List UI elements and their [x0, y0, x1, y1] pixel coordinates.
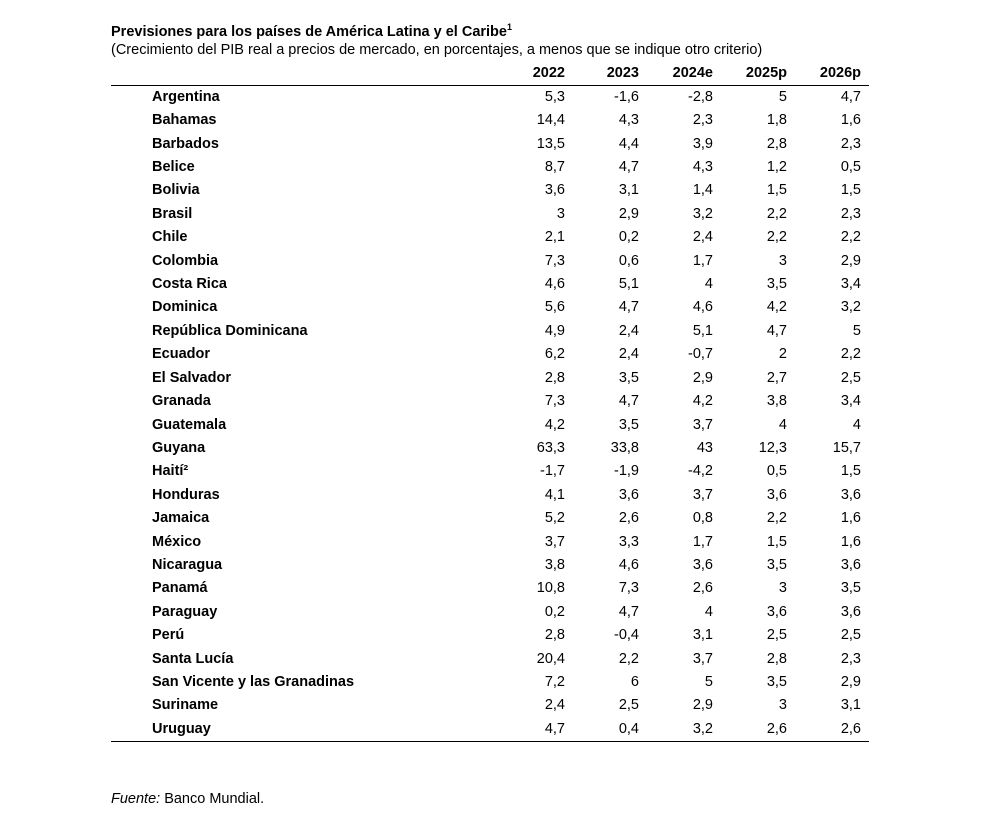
value-cell: 1,5 [766, 533, 787, 550]
value-cell: 3,6 [766, 486, 787, 503]
value-cell: 5 [704, 673, 713, 690]
country-cell: Chile [152, 229, 188, 246]
value-cell: 3,3 [618, 533, 639, 550]
value-cell: 2,8 [766, 650, 787, 667]
value-cell: 3,2 [647, 718, 721, 742]
value-cell: 4,6 [544, 276, 565, 293]
value-cell: -1,6 [614, 88, 639, 105]
value-cell: 7,3 [544, 393, 565, 410]
value-cell: 0,8 [692, 510, 713, 527]
value-cell: 0,4 [573, 718, 647, 742]
value-cell: -0,7 [688, 346, 713, 363]
value-cell: 1,5 [766, 182, 787, 199]
country-cell: Suriname [152, 697, 219, 714]
value-cell: 10,8 [536, 580, 565, 597]
table-row [111, 648, 869, 671]
value-cell: 1,5 [840, 182, 861, 199]
value-cell: 2,3 [692, 112, 713, 129]
value-cell: 4,7 [618, 299, 639, 316]
value-cell: 4 [778, 416, 787, 433]
value-cell: 0,2 [618, 229, 639, 246]
value-cell: 3,4 [840, 393, 861, 410]
value-cell: 3,1 [692, 627, 713, 644]
title-footnote-marker: 1 [506, 22, 512, 32]
value-cell: 5 [852, 322, 861, 339]
forecast-table [111, 63, 869, 742]
table-row [111, 531, 869, 554]
value-cell: 4,7 [766, 322, 787, 339]
country-cell: Colombia [152, 252, 219, 269]
value-cell: 4,7 [618, 603, 639, 620]
table-row [111, 671, 869, 694]
value-cell: 1,2 [766, 159, 787, 176]
value-cell: 4,6 [618, 556, 639, 573]
table-title: Previsiones para los países de América Latina y el Caribe$^1$ [111, 22, 512, 40]
value-cell: 5,1 [618, 276, 639, 293]
value-cell: 2,8 [544, 627, 565, 644]
value-cell: 1,7 [692, 252, 713, 269]
value-cell: 6,2 [544, 346, 565, 363]
value-cell: 2,9 [618, 205, 639, 222]
value-cell: 0,2 [544, 603, 565, 620]
table-row [111, 484, 869, 507]
value-cell: 2,2 [766, 205, 787, 222]
country-cell: Nicaragua [152, 556, 223, 573]
value-cell: 2,8 [766, 135, 787, 152]
value-cell: 4,3 [618, 112, 639, 129]
table-row [111, 554, 869, 577]
table-row [111, 694, 869, 717]
value-cell: 2,3 [840, 205, 861, 222]
country-cell: Bahamas [152, 112, 217, 129]
country-cell: Brasil [152, 205, 193, 222]
value-cell: 3,6 [840, 603, 861, 620]
value-cell: 5,1 [692, 322, 713, 339]
value-cell: 3,6 [544, 182, 565, 199]
value-cell: 4,2 [544, 416, 565, 433]
value-cell: -2,8 [688, 88, 713, 105]
country-cell: Bolivia [152, 182, 200, 199]
value-cell: 4,7 [618, 159, 639, 176]
table-row [111, 718, 869, 742]
country-cell: Paraguay [152, 603, 218, 620]
value-cell: 4 [704, 276, 713, 293]
value-cell: 2,9 [840, 673, 861, 690]
value-cell: 20,4 [536, 650, 565, 667]
table-row [111, 85, 869, 109]
value-cell: 1,4 [692, 182, 713, 199]
value-cell: 3 [778, 697, 787, 714]
table-row [111, 179, 869, 202]
table-row [111, 273, 869, 296]
value-cell: 2,9 [692, 369, 713, 386]
value-cell: 4,2 [766, 299, 787, 316]
header-country [111, 63, 499, 86]
value-cell: 3,9 [692, 135, 713, 152]
table-row [111, 624, 869, 647]
value-cell: 2,5 [766, 627, 787, 644]
header-2023: 2023 [573, 63, 647, 86]
header-2026p: 2026p [795, 63, 869, 86]
value-cell: 43 [696, 439, 713, 456]
table-row [111, 320, 869, 343]
value-cell: 4 [704, 603, 713, 620]
value-cell: 7,3 [618, 580, 639, 597]
value-cell: 7,3 [544, 252, 565, 269]
value-cell: 2,5 [840, 627, 861, 644]
value-cell: 0,6 [618, 252, 639, 269]
value-cell: 2,1 [544, 229, 565, 246]
country-cell: Costa Rica [152, 276, 227, 293]
value-cell: 2,3 [840, 135, 861, 152]
value-cell: 4,1 [544, 486, 565, 503]
value-cell: 3,6 [766, 603, 787, 620]
value-cell: 7,2 [544, 673, 565, 690]
table-row [111, 601, 869, 624]
country-cell: Guatemala [152, 416, 227, 433]
table-row [111, 226, 869, 249]
value-cell: 3,6 [692, 556, 713, 573]
value-cell: 5,2 [544, 510, 565, 527]
value-cell: 4,7 [499, 718, 573, 742]
country-cell: Haití² [152, 463, 189, 480]
value-cell: 2,4 [618, 346, 639, 363]
header-2024e: 2024e [647, 63, 721, 86]
value-cell: 3,7 [692, 416, 713, 433]
value-cell: 3,6 [840, 556, 861, 573]
value-cell: 2,2 [766, 510, 787, 527]
header-2022: 2022 [499, 63, 573, 86]
value-cell: 3,2 [840, 299, 861, 316]
value-cell: 4,3 [692, 159, 713, 176]
value-cell: 8,7 [544, 159, 565, 176]
table-row [111, 577, 869, 600]
value-cell: 2,5 [840, 369, 861, 386]
value-cell: 2,3 [840, 650, 861, 667]
value-cell: -4,2 [688, 463, 713, 480]
value-cell: 2 [778, 346, 787, 363]
value-cell: 4,6 [692, 299, 713, 316]
table-header [111, 63, 869, 86]
table-row [111, 390, 869, 413]
value-cell: -1,9 [614, 463, 639, 480]
table-row [111, 250, 869, 273]
value-cell: 3,2 [692, 205, 713, 222]
value-cell: 1,6 [840, 533, 861, 550]
forecast-table-block [111, 22, 869, 742]
value-cell: 4,9 [544, 322, 565, 339]
value-cell: 3,1 [618, 182, 639, 199]
table-row [111, 343, 869, 366]
value-cell: 1,6 [840, 510, 861, 527]
table-row [111, 414, 869, 437]
value-cell: 2,5 [618, 697, 639, 714]
value-cell: 2,2 [840, 346, 861, 363]
value-cell: 2,9 [692, 697, 713, 714]
value-cell: 2,2 [840, 229, 861, 246]
value-cell: 2,7 [766, 369, 787, 386]
value-cell: 3,7 [692, 486, 713, 503]
value-cell: 4,7 [618, 393, 639, 410]
value-cell: 1,6 [840, 112, 861, 129]
table-subtitle: (Crecimiento del PIB real a precios de mercado, en porcentajes, a menos que se indique otro criterio) [111, 41, 763, 58]
value-cell: 2,6 [721, 718, 795, 742]
table-row [111, 460, 869, 483]
value-cell: 2,6 [795, 718, 869, 742]
value-cell: 2,2 [618, 650, 639, 667]
country-cell: Honduras [152, 486, 220, 503]
value-cell: 3,7 [544, 533, 565, 550]
country-cell: Barbados [152, 135, 219, 152]
country-cell: Belice [152, 159, 195, 176]
value-cell: -1,7 [540, 463, 565, 480]
value-cell: 3,5 [766, 556, 787, 573]
value-cell: 2,4 [618, 322, 639, 339]
country-cell: Jamaica [152, 510, 210, 527]
value-cell: 2,6 [692, 580, 713, 597]
value-cell: 3,5 [766, 276, 787, 293]
value-cell: 1,5 [840, 463, 861, 480]
country-cell: México [152, 533, 202, 550]
table-row [111, 437, 869, 460]
value-cell: 2,9 [840, 252, 861, 269]
table-row [111, 367, 869, 390]
country-cell: Granada [152, 393, 211, 410]
value-cell: 4,7 [840, 88, 861, 105]
value-cell: 3,4 [840, 276, 861, 293]
table-row [111, 203, 869, 226]
value-cell: 0,5 [766, 463, 787, 480]
value-cell: 3,7 [692, 650, 713, 667]
value-cell: 3 [778, 252, 787, 269]
value-cell: 2,4 [544, 697, 565, 714]
country-cell: Guyana [152, 439, 206, 456]
value-cell: 3,1 [840, 697, 861, 714]
value-cell: 3,5 [766, 673, 787, 690]
source-text: Banco Mundial. [160, 791, 265, 807]
value-cell: 3,5 [840, 580, 861, 597]
value-cell: 3,5 [618, 416, 639, 433]
value-cell: 3,6 [618, 486, 639, 503]
table-row [111, 133, 869, 156]
value-cell: -0,4 [614, 627, 639, 644]
value-cell: 3 [556, 205, 565, 222]
country-cell: Argentina [152, 88, 220, 105]
country-cell: El Salvador [152, 369, 231, 386]
country-cell: Panamá [152, 580, 208, 597]
table-body [111, 85, 869, 741]
country-cell: Santa Lucía [152, 650, 234, 667]
table-row [111, 507, 869, 530]
country-cell: Uruguay [111, 718, 499, 742]
value-cell: 1,7 [692, 533, 713, 550]
value-cell: 2,6 [618, 510, 639, 527]
country-cell: Perú [152, 627, 185, 644]
value-cell: 2,4 [692, 229, 713, 246]
country-cell: Dominica [152, 299, 218, 316]
value-cell: 1,8 [766, 112, 787, 129]
country-cell: San Vicente y las Granadinas [152, 673, 355, 690]
header-2025p: 2025p [721, 63, 795, 86]
value-cell: 3,8 [544, 556, 565, 573]
value-cell: 63,3 [536, 439, 565, 456]
value-cell: 5 [778, 88, 787, 105]
value-cell: 4,2 [692, 393, 713, 410]
value-cell: 3 [778, 580, 787, 597]
value-cell: 3,8 [766, 393, 787, 410]
source-note [111, 791, 264, 807]
value-cell: 15,7 [832, 439, 861, 456]
country-cell: República Dominicana [152, 322, 308, 339]
table-row [111, 296, 869, 319]
value-cell: 2,8 [544, 369, 565, 386]
value-cell: 14,4 [536, 112, 565, 129]
source-label: Fuente: [111, 791, 161, 807]
value-cell: 0,5 [840, 159, 861, 176]
value-cell: 33,8 [610, 439, 639, 456]
value-cell: 5,3 [544, 88, 565, 105]
value-cell: 2,2 [766, 229, 787, 246]
value-cell: 3,5 [618, 369, 639, 386]
value-cell: 4,4 [618, 135, 639, 152]
value-cell: 6 [630, 673, 639, 690]
value-cell: 3,6 [840, 486, 861, 503]
table-row [111, 156, 869, 179]
value-cell: 13,5 [536, 135, 565, 152]
table-row [111, 109, 869, 132]
value-cell: 4 [852, 416, 861, 433]
value-cell: 12,3 [758, 439, 787, 456]
country-cell: Ecuador [152, 346, 211, 363]
value-cell: 5,6 [544, 299, 565, 316]
